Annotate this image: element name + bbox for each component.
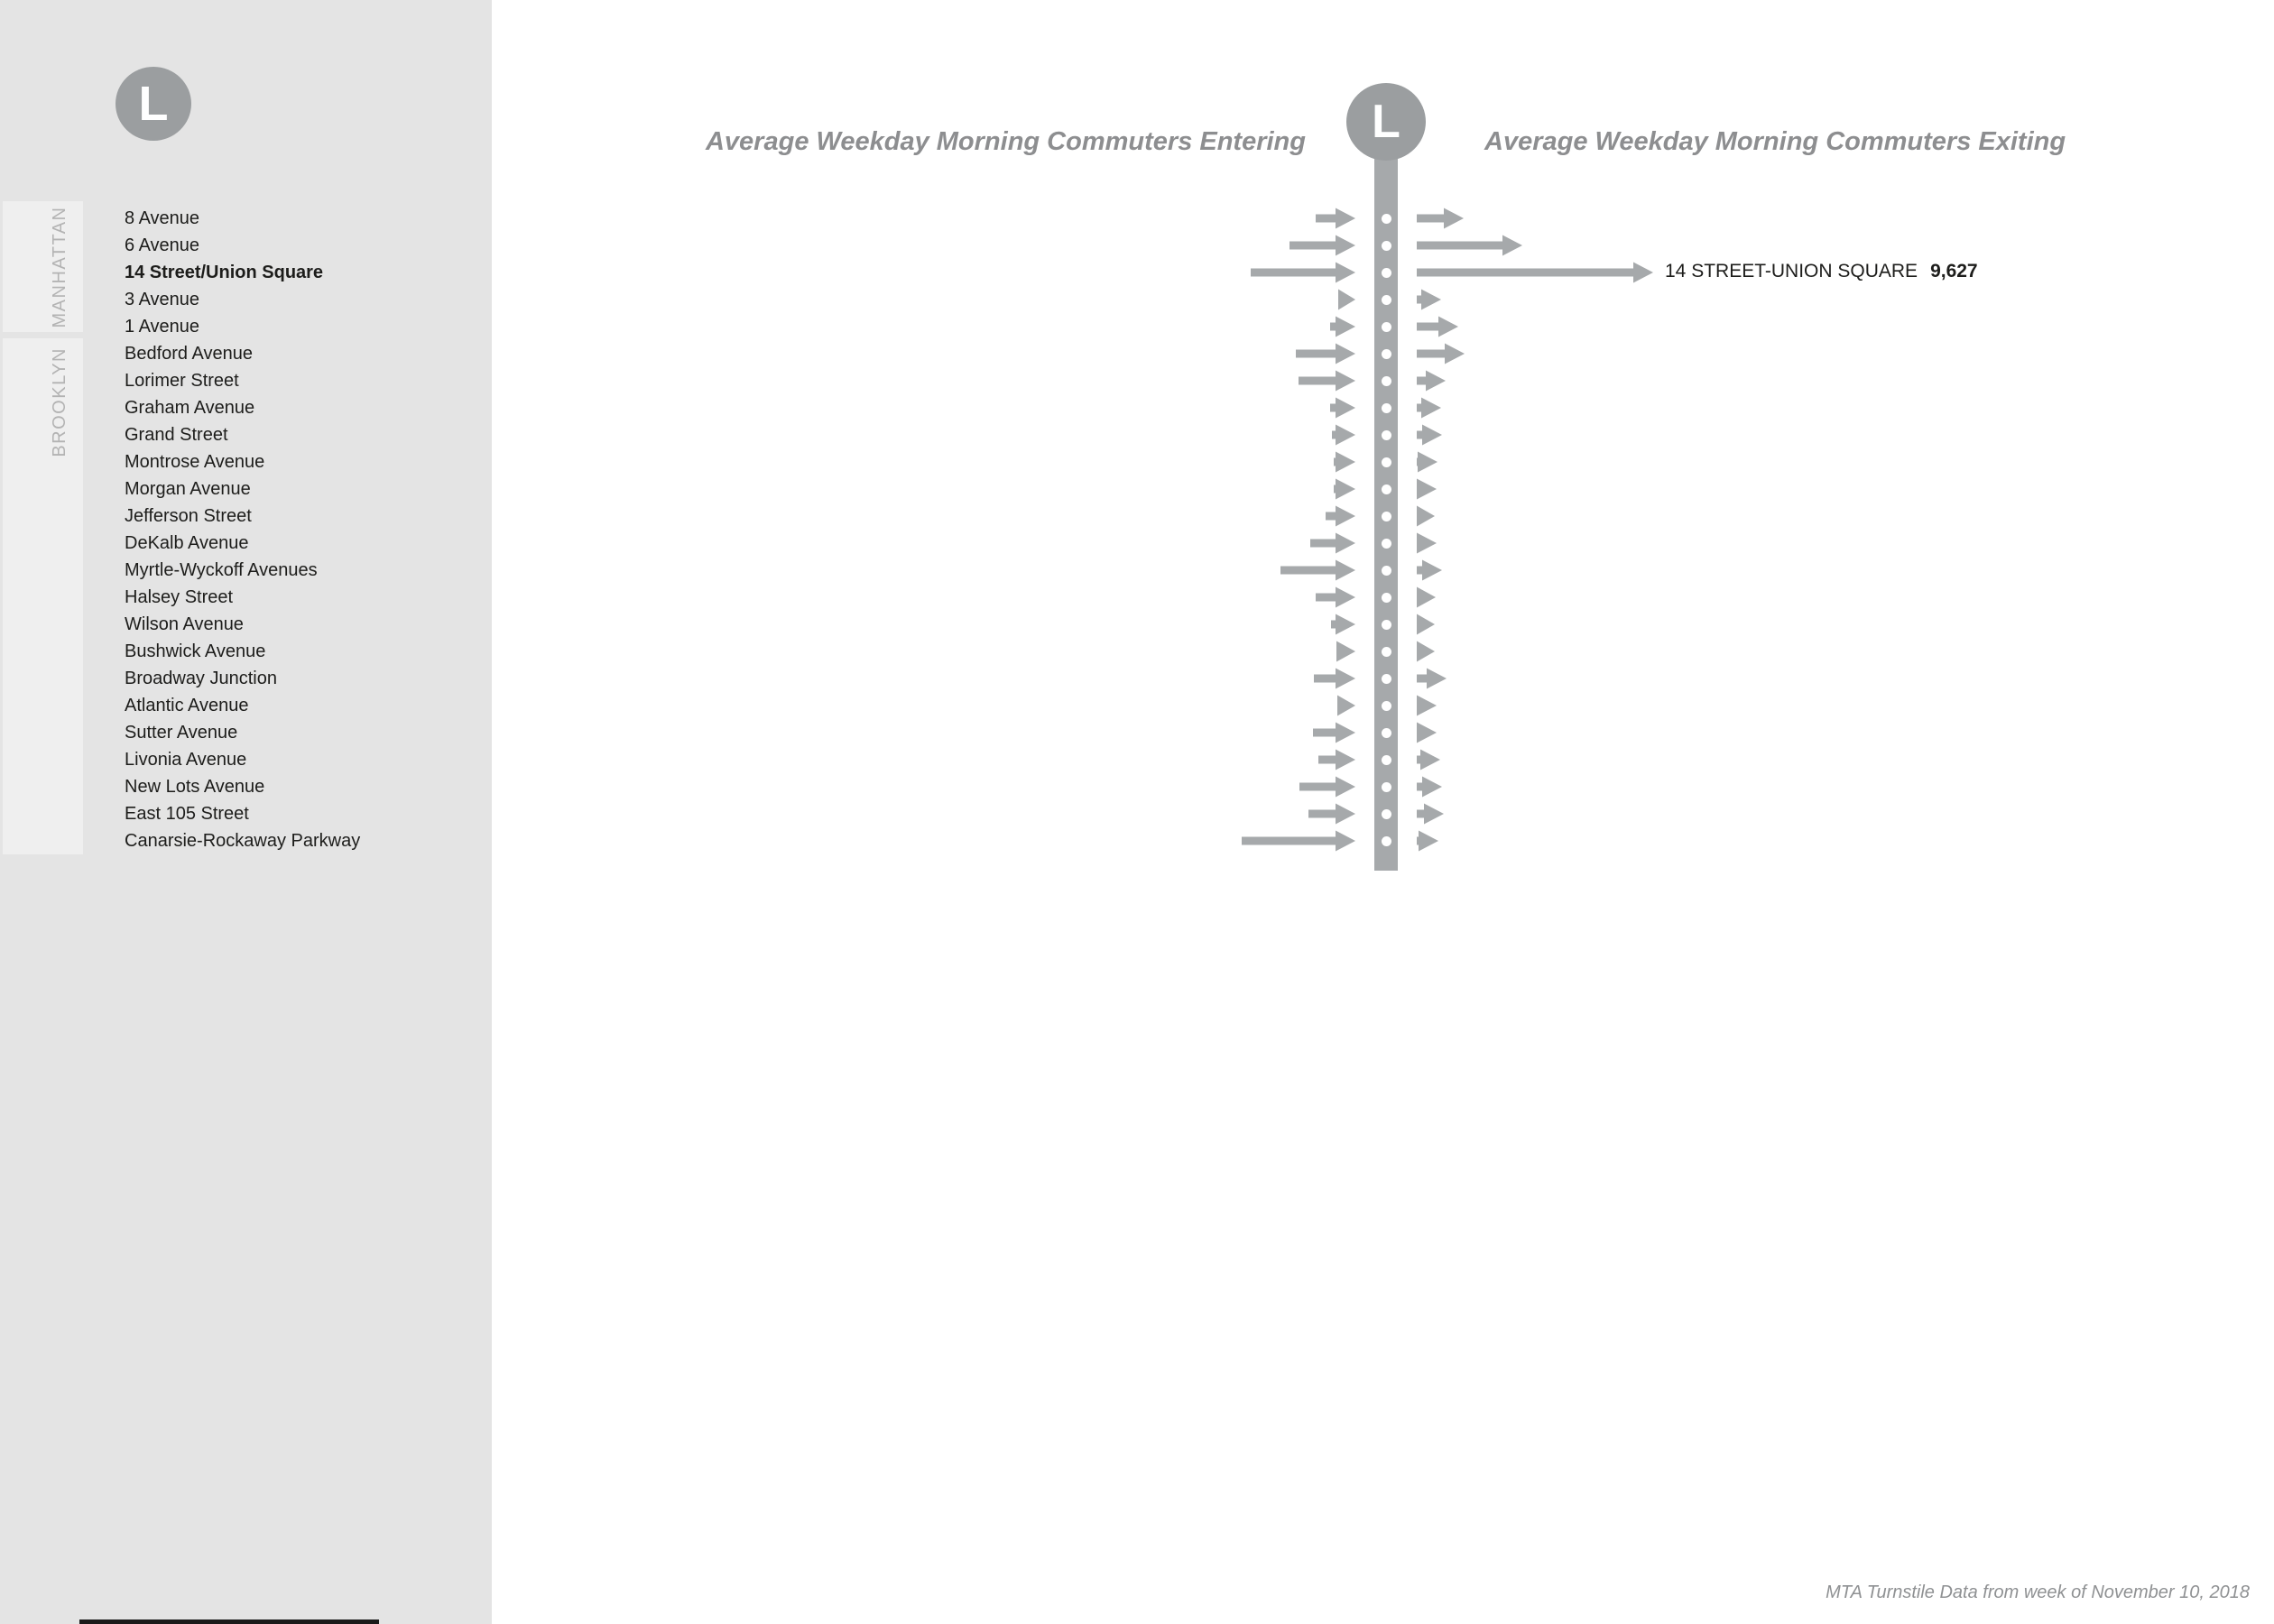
- l-line-badge-center-letter: L: [1372, 96, 1400, 148]
- exiting-arrow: [1417, 584, 1436, 611]
- entering-arrow: [1330, 394, 1355, 421]
- entering-arrow: [1338, 286, 1355, 313]
- station-list-item: New Lots Avenue: [125, 777, 265, 797]
- bottom-edge-bar: [79, 1619, 379, 1624]
- entering-arrow: [1332, 421, 1355, 448]
- entering-arrow: [1299, 367, 1355, 394]
- station-list-item: Graham Avenue: [125, 398, 255, 418]
- exiting-arrow: [1417, 611, 1435, 638]
- entering-arrow: [1314, 665, 1355, 692]
- station-dot: [1382, 674, 1391, 684]
- station-list-item: Wilson Avenue: [125, 614, 244, 634]
- station-dot: [1382, 295, 1391, 305]
- entering-arrow: [1316, 205, 1355, 232]
- exiting-arrow: [1417, 719, 1437, 746]
- entering-arrow: [1242, 827, 1355, 854]
- station-dot: [1382, 484, 1391, 494]
- exiting-arrow: [1417, 313, 1458, 340]
- exiting-arrow: [1417, 665, 1447, 692]
- exiting-arrow: [1417, 638, 1435, 665]
- station-list-item: Halsey Street: [125, 587, 234, 607]
- station-list-item: Lorimer Street: [125, 371, 239, 391]
- station-dot: [1382, 728, 1391, 738]
- station-list-item: Bushwick Avenue: [125, 641, 266, 661]
- entering-arrow: [1308, 800, 1355, 827]
- source-note: MTA Turnstile Data from week of November 10, 2018: [1826, 1582, 2250, 1602]
- station-list-item: Jefferson Street: [125, 506, 252, 526]
- exiting-arrow: [1417, 773, 1442, 800]
- station-list-item: East 105 Street: [125, 804, 249, 824]
- station-dot: [1382, 268, 1391, 278]
- station-dot: [1382, 755, 1391, 765]
- station-dot: [1382, 701, 1391, 711]
- entering-title: Average Weekday Morning Commuters Entering: [705, 127, 1306, 157]
- exiting-arrow: [1417, 557, 1442, 584]
- station-annotation: [1665, 258, 1978, 285]
- entering-arrow: [1337, 692, 1355, 719]
- station-list-item: Broadway Junction: [125, 669, 277, 688]
- exiting-arrow: [1417, 259, 1653, 286]
- station-dot: [1382, 593, 1391, 603]
- station-dot: [1382, 836, 1391, 846]
- borough-box-brooklyn: [3, 338, 83, 854]
- entering-arrow: [1299, 773, 1355, 800]
- station-dot: [1382, 322, 1391, 332]
- station-dot: [1382, 512, 1391, 521]
- entering-arrow: [1334, 475, 1355, 503]
- exiting-arrow: [1417, 367, 1446, 394]
- station-list-item: Myrtle-Wyckoff Avenues: [125, 560, 318, 580]
- exiting-arrow: [1417, 530, 1437, 557]
- exiting-title: Average Weekday Morning Commuters Exiting: [1484, 127, 2066, 157]
- entering-arrow: [1326, 503, 1355, 530]
- station-list-item: DeKalb Avenue: [125, 533, 249, 553]
- station-list-item: Morgan Avenue: [125, 479, 251, 499]
- station-list-item: 14 Street/Union Square: [125, 263, 324, 282]
- sidebar: [0, 0, 492, 1624]
- entering-arrow: [1334, 448, 1355, 475]
- exiting-arrow: [1417, 394, 1441, 421]
- entering-arrow: [1313, 719, 1355, 746]
- exiting-arrow: [1417, 503, 1435, 530]
- borough-box-manhattan: [3, 201, 83, 332]
- station-list-item: Sutter Avenue: [125, 723, 238, 743]
- station-annotation-name: 14 STREET-UNION SQUARE: [1665, 261, 1918, 281]
- entering-arrow: [1310, 530, 1355, 557]
- station-list-item: Bedford Avenue: [125, 344, 253, 364]
- entering-arrow: [1331, 611, 1355, 638]
- station-dot: [1382, 620, 1391, 630]
- exiting-arrow: [1417, 692, 1437, 719]
- station-dot: [1382, 647, 1391, 657]
- station-dot: [1382, 539, 1391, 549]
- entering-arrow: [1316, 584, 1355, 611]
- station-dot: [1382, 403, 1391, 413]
- station-dot: [1382, 214, 1391, 224]
- station-list-item: Atlantic Avenue: [125, 696, 249, 715]
- entering-arrow: [1280, 557, 1355, 584]
- borough-label-manhattan: MANHATTAN: [50, 206, 69, 328]
- l-line-badge-center: [1346, 83, 1426, 161]
- station-list: [125, 205, 360, 854]
- station-dot: [1382, 241, 1391, 251]
- exiting-arrow: [1417, 746, 1440, 773]
- exiting-arrow: [1417, 448, 1437, 475]
- exiting-arrow: [1417, 340, 1465, 367]
- exiting-arrow: [1417, 286, 1441, 313]
- station-dot: [1382, 566, 1391, 576]
- station-list-item: 1 Avenue: [125, 317, 200, 337]
- entering-arrow: [1336, 638, 1355, 665]
- entering-arrow: [1290, 232, 1355, 259]
- exiting-arrow: [1417, 232, 1522, 259]
- entering-arrow: [1251, 259, 1355, 286]
- station-dot: [1382, 782, 1391, 792]
- l-line-badge: [116, 67, 191, 141]
- station-list-item: 3 Avenue: [125, 290, 200, 309]
- exiting-arrow: [1417, 827, 1438, 854]
- exiting-arrow: [1417, 421, 1442, 448]
- station-list-item: 8 Avenue: [125, 208, 200, 228]
- station-list-item: Livonia Avenue: [125, 750, 247, 770]
- l-line-badge-letter: L: [138, 77, 169, 131]
- station-dot: [1382, 809, 1391, 819]
- station-dot: [1382, 349, 1391, 359]
- station-list-item: Grand Street: [125, 425, 228, 445]
- station-list-item: Montrose Avenue: [125, 452, 265, 472]
- exiting-arrow: [1417, 800, 1444, 827]
- station-list-item: 6 Avenue: [125, 235, 200, 255]
- entering-arrow: [1318, 746, 1355, 773]
- station-list-item: Canarsie-Rockaway Parkway: [125, 831, 361, 851]
- borough-label-brooklyn: BROOKLYN: [50, 347, 69, 457]
- exiting-arrow: [1417, 205, 1464, 232]
- station-dot: [1382, 457, 1391, 467]
- station-annotation-value: 9,627: [1930, 261, 1978, 281]
- exiting-arrow: [1417, 475, 1437, 503]
- station-dot: [1382, 376, 1391, 386]
- entering-arrow: [1296, 340, 1355, 367]
- station-dot: [1382, 430, 1391, 440]
- entering-arrow: [1330, 313, 1355, 340]
